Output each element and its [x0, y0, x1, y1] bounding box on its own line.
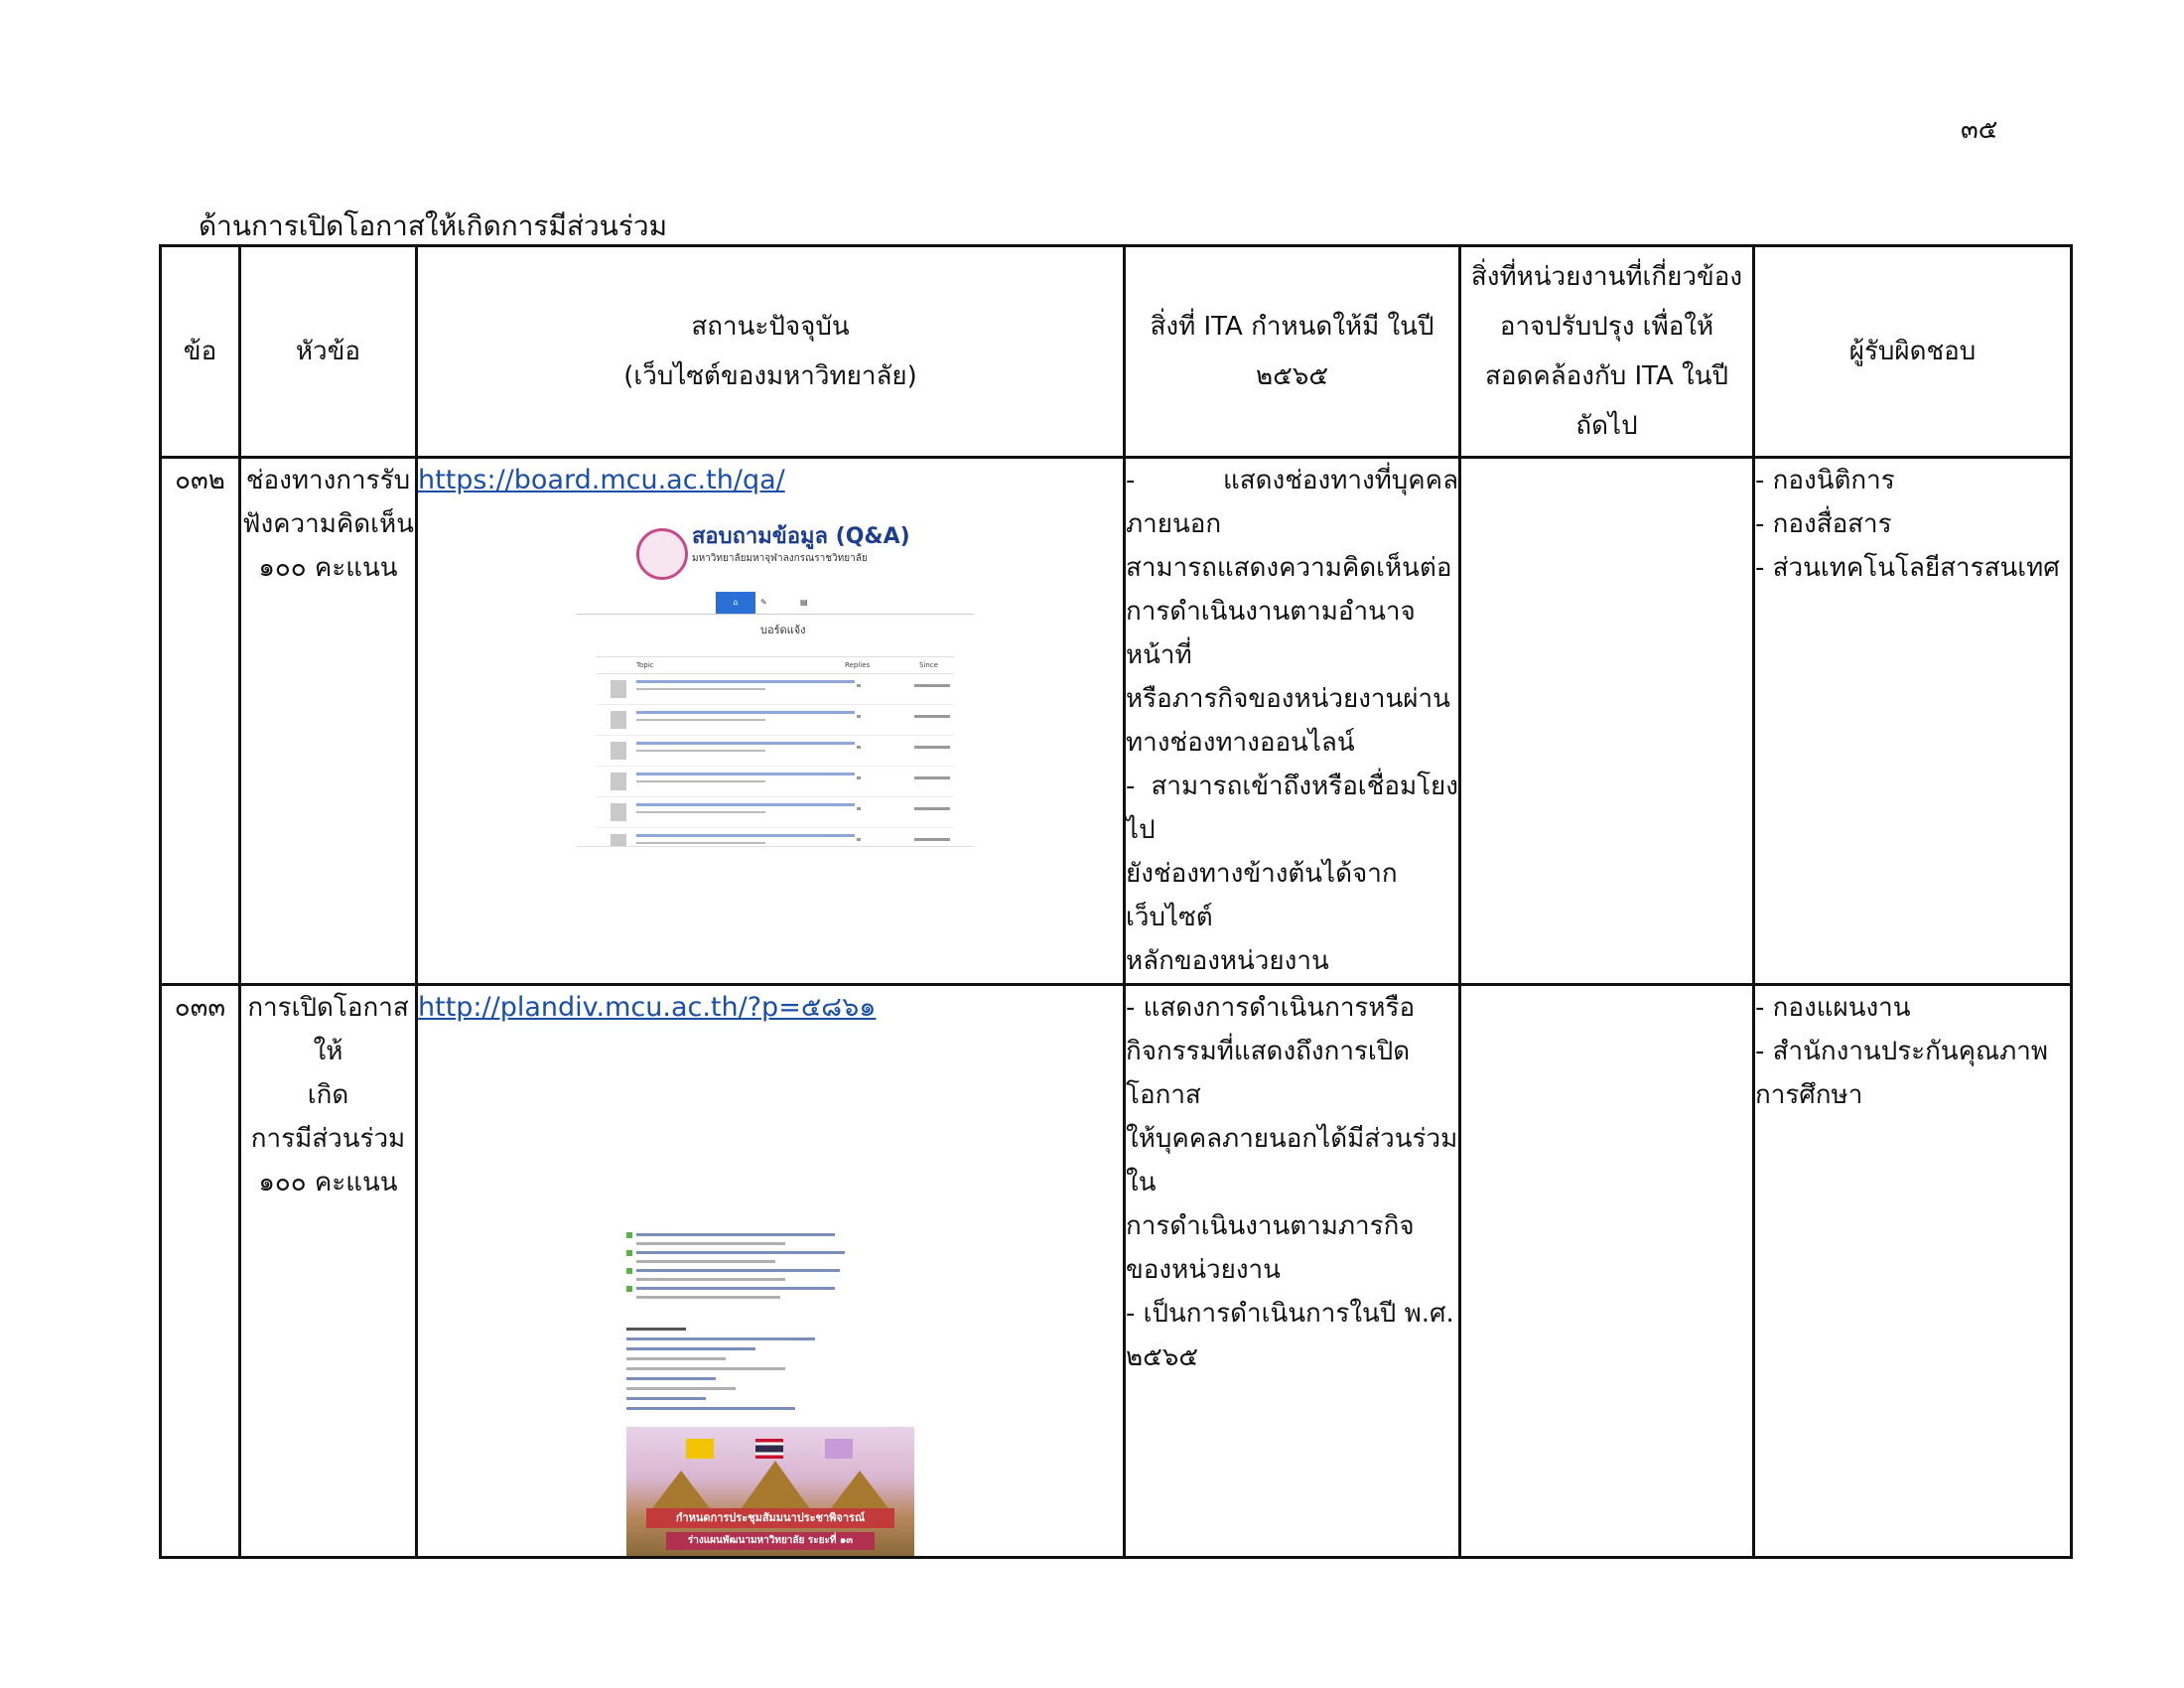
header-current-line1: สถานะปัจจุบัน — [691, 312, 850, 342]
qa-topic-row — [597, 674, 954, 705]
poster-subcaption: ร่างแผนพัฒนามหาวิทยาลัย ระยะที่ ๑๓ — [666, 1532, 875, 1550]
header-row — [161, 246, 2072, 458]
qa-topic-row — [597, 828, 954, 847]
qa-list-header — [597, 657, 954, 674]
header-responsible: ผู้รับผิดชอบ — [1754, 246, 2072, 458]
topic-line: ๑๐๐ คะแนน — [258, 553, 398, 583]
desc-line: - แสดงช่องทางที่บุคคลภายนอก — [1126, 466, 1458, 539]
user-avatar-icon — [611, 742, 626, 760]
row-responsible — [1754, 985, 2072, 1558]
row-number: ๐๓๓ — [161, 985, 240, 1558]
poster-caption: กำหนดการประชุมสัมมนาประชาพิจารณ์ — [646, 1508, 894, 1528]
row-number: ๐๓๒ — [161, 458, 240, 985]
row-topic — [240, 985, 417, 1558]
qa-tab-ask-icon: ✎ — [760, 598, 767, 607]
qa-topic-list — [597, 656, 954, 846]
seminar-poster — [626, 1427, 914, 1556]
user-avatar-icon — [611, 711, 626, 729]
responsible-line: - กองสื่อสาร — [1755, 509, 1892, 539]
desc-line: - เป็นการดำเนินการในปี พ.ศ. — [1126, 1299, 1454, 1329]
row-current-status — [417, 458, 1125, 985]
header-ita-line1: สิ่งที่ ITA กำหนดให้มี ในปี — [1150, 312, 1434, 342]
qa-col-replies: Replies — [845, 661, 871, 669]
desc-line: กิจกรรมที่แสดงถึงการเปิดโอกาส — [1126, 1037, 1411, 1110]
row-ita-requirement — [1125, 458, 1460, 985]
qa-col-topic: Topic — [636, 661, 654, 669]
desc-line: ของหน่วยงาน — [1126, 1255, 1281, 1285]
desc-line: หรือภารกิจของหน่วยงานผ่าน — [1126, 684, 1450, 714]
header-ita — [1125, 246, 1460, 458]
topic-line: การมีส่วนร่วม — [250, 1124, 406, 1154]
row-current-status — [417, 985, 1125, 1558]
topic-line: ๑๐๐ คะแนน — [258, 1168, 398, 1197]
thai-flag-icon — [755, 1439, 783, 1459]
row-responsible — [1754, 458, 2072, 985]
header-improve — [1460, 246, 1754, 458]
check-icon — [626, 1286, 632, 1292]
qa-tab-home: ⌂ — [716, 592, 755, 614]
row-improvement — [1460, 985, 1754, 1558]
university-logo-icon — [636, 528, 688, 580]
row-improvement — [1460, 458, 1754, 985]
header-improve-line4: ถัดไป — [1575, 411, 1638, 441]
header-topic: หัวข้อ — [240, 246, 417, 458]
user-avatar-icon — [611, 680, 626, 698]
table-row — [161, 985, 2072, 1558]
qa-topic-row — [597, 736, 954, 767]
responsible-line: การศึกษา — [1755, 1080, 1863, 1110]
header-current — [417, 246, 1125, 458]
topic-line: ฟังความคิดเห็น — [242, 509, 414, 539]
qa-subtitle: มหาวิทยาลัยมหาจุฬาลงกรณราชวิทยาลัย — [692, 553, 868, 564]
topic-line: การเปิดโอกาสให้ — [247, 993, 409, 1066]
header-no: ข้อ — [161, 246, 240, 458]
responsible-line: - กองแผนงาน — [1755, 993, 1911, 1023]
check-icon — [626, 1250, 632, 1256]
user-avatar-icon — [611, 773, 626, 790]
check-icon — [626, 1268, 632, 1274]
plandiv-link[interactable]: http://plandiv.mcu.ac.th/?p=๕๘๖๑ — [418, 992, 877, 1023]
header-improve-line1: สิ่งที่หน่วยงานที่เกี่ยวข้อง — [1470, 262, 1743, 292]
responsible-line: - สำนักงานประกันคุณภาพ — [1755, 1037, 2049, 1066]
desc-line: สามารถแสดงความคิดเห็นต่อ — [1126, 553, 1452, 583]
qa-topic-row — [597, 705, 954, 736]
qa-topic-row — [597, 767, 954, 797]
desc-line: ให้บุคคลภายนอกได้มีส่วนร่วมใน — [1126, 1124, 1458, 1197]
plandiv-screenshot — [626, 1228, 914, 1556]
desc-line: การดำเนินงานตามอำนาจหน้าที่ — [1126, 597, 1416, 670]
topic-line: ช่องทางการรับ — [245, 466, 411, 495]
desc-line: - แสดงการดำเนินการหรือ — [1126, 993, 1416, 1023]
qa-nav-bar — [577, 592, 974, 615]
topic-line: เกิด — [307, 1080, 349, 1110]
ita-table — [159, 244, 2073, 1559]
qa-board-label: บอร์ดแจ้ง — [760, 624, 806, 636]
desc-line: ยังช่องทางข้างต้นได้จากเว็บไซต์ — [1126, 859, 1398, 932]
qa-board-link[interactable]: https://board.mcu.ac.th/qa/ — [418, 465, 785, 495]
row-ita-requirement — [1125, 985, 1460, 1558]
user-avatar-icon — [611, 834, 626, 847]
header-improve-line2: อาจปรับปรุง เพื่อให้ — [1499, 312, 1714, 342]
desc-line: ทางช่องทางออนไลน์ — [1126, 728, 1355, 758]
qa-tab-rules-icon: ▤ — [800, 598, 808, 607]
qa-col-since: Since — [919, 661, 938, 669]
royal-flag-icon — [825, 1439, 853, 1459]
buddhist-flag-icon — [686, 1439, 714, 1459]
page-number: ๓๕ — [1961, 115, 1998, 145]
check-icon — [626, 1232, 632, 1238]
responsible-line: - ส่วนเทคโนโลยีสารสนเทศ — [1755, 553, 2060, 583]
desc-line: การดำเนินงานตามภารกิจ — [1126, 1211, 1415, 1241]
desc-line: หลักของหน่วยงาน — [1126, 946, 1329, 976]
desc-line: ๒๕๖๕ — [1126, 1342, 1198, 1372]
qa-board-screenshot — [577, 512, 974, 847]
header-improve-line3: สอดคล้องกับ ITA ในปี — [1484, 361, 1729, 391]
qa-topic-row — [597, 797, 954, 828]
section-title: ด้านการเปิดโอกาสให้เกิดการมีส่วนร่วม — [199, 210, 668, 242]
table-row — [161, 458, 2072, 985]
row-topic — [240, 458, 417, 985]
qa-title: สอบถามข้อมูล (Q&A) — [692, 524, 910, 549]
header-ita-line2: ๒๕๖๕ — [1256, 361, 1328, 391]
responsible-line: - กองนิติการ — [1755, 466, 1895, 495]
user-avatar-icon — [611, 803, 626, 821]
header-current-line2: (เว็บไซต์ของมหาวิทยาลัย) — [623, 361, 917, 391]
desc-line: - สามารถเข้าถึงหรือเชื่อมโยงไป — [1126, 772, 1458, 845]
